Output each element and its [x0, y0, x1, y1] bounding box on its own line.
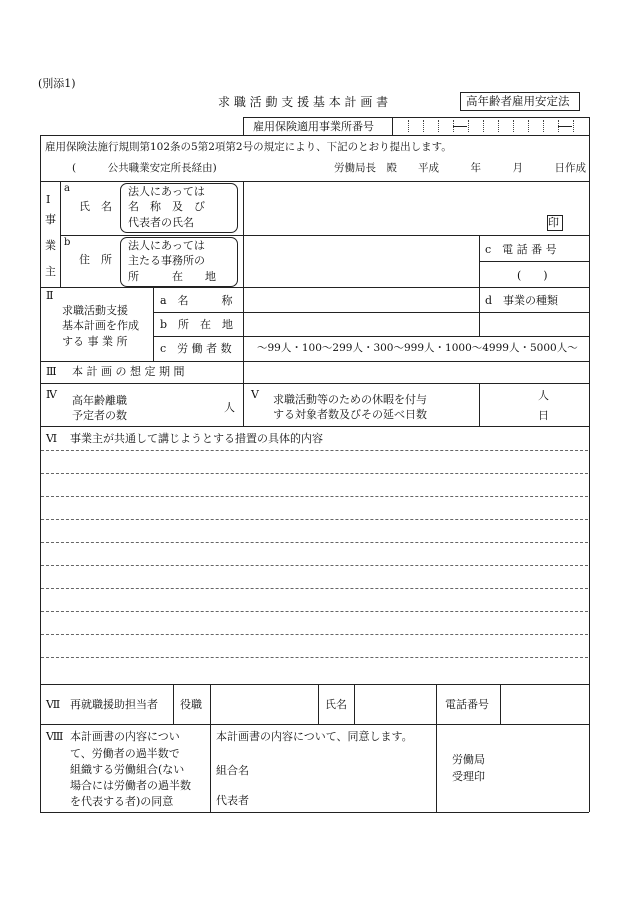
s7-label: 再就職援助担当者: [70, 698, 158, 711]
section-1-vert-1: 事: [45, 213, 56, 226]
contact-phone-field[interactable]: [501, 685, 588, 723]
s7-name-label: 氏名: [325, 698, 347, 711]
receipt-stamp-area: [437, 725, 588, 811]
intro-text: 雇用保険法施行規則第102条の5第2項第2号の規定により、下記のとおり提出します。: [45, 141, 452, 153]
name-note-1: 法人にあっては: [128, 185, 205, 198]
s2-b-label: b 所 在 地: [160, 318, 234, 331]
receipt-stamp-label-2: 受理印: [452, 770, 485, 783]
workers-options[interactable]: 〜99人・100〜299人・300〜999人・1000〜4999人・5000人〜: [257, 342, 578, 354]
law-box-label: 高年齢者雇用安定法: [466, 94, 570, 108]
s2-c-label: c 労 働 者 数: [160, 342, 232, 355]
s2-label-1: 求職活動支援: [62, 304, 128, 317]
s1-a-mark: a: [64, 183, 70, 194]
address-label: 住 所: [79, 253, 112, 266]
s7-phone-label: 電話番号: [445, 698, 489, 711]
s8-left-3: 組織する労働組合(ない: [70, 763, 185, 776]
establishment-name-field[interactable]: [244, 288, 478, 311]
via-text: ( 公共職業安定所長経由): [72, 162, 217, 174]
section-4-num: Ⅳ: [46, 388, 57, 401]
retiree-count-field[interactable]: [170, 384, 220, 425]
office-number-label: 雇用保険適用事業所番号: [253, 120, 374, 133]
measures-textarea[interactable]: [41, 450, 588, 684]
union-name-field[interactable]: [258, 758, 428, 780]
s5-unit-days: 日: [538, 409, 549, 422]
contact-name-field[interactable]: [355, 685, 435, 723]
section-2-num: Ⅱ: [46, 289, 54, 302]
s8-rep-label: 代表者: [216, 794, 249, 807]
address-note-2: 主たる事務所の: [128, 254, 205, 267]
representative-field[interactable]: [258, 787, 428, 809]
name-label: 氏 名: [79, 200, 112, 213]
office-number-field[interactable]: [393, 118, 588, 134]
phone-label: c 電 話 番 号: [485, 243, 557, 256]
phone-field[interactable]: ( ): [517, 269, 548, 282]
s8-left-2: て、労働者の過半数で: [70, 747, 180, 760]
s5-label-1: 求職活動等のための休暇を付与: [273, 393, 427, 406]
address-note-1: 法人にあっては: [128, 239, 205, 252]
page-title: 求 職 活 動 支 援 基 本 計 画 書: [218, 95, 389, 109]
s5-label-2: する対象者数及びその延べ日数: [273, 408, 427, 421]
establishment-address-field[interactable]: [244, 313, 478, 335]
receipt-stamp-label-1: 労働局: [452, 753, 485, 766]
s8-left-5: を代表する者)の同意: [70, 795, 174, 808]
section-3-num: Ⅲ: [46, 365, 57, 378]
section-8-num: Ⅷ: [46, 730, 64, 743]
s4-unit: 人: [224, 401, 235, 414]
contact-role-field[interactable]: [211, 685, 317, 723]
s7-role-label: 役職: [180, 698, 202, 711]
section-1-vert-2: 業: [45, 239, 56, 252]
section-5-num: Ⅴ: [251, 388, 259, 401]
s2-a-label: a 名 称: [160, 294, 233, 307]
leave-count-field[interactable]: [480, 384, 535, 425]
name-note-2: 名 称 及 び: [128, 200, 205, 213]
section-6-num: Ⅵ: [46, 432, 58, 445]
section-7-num: Ⅶ: [46, 698, 61, 711]
name-note-3: 代表者の氏名: [128, 216, 194, 229]
s8-left-4: 場合には労働者の過半数: [70, 779, 191, 792]
business-type-field[interactable]: [480, 312, 588, 335]
s3-label: 本 計 画 の 想 定 期 間: [72, 365, 185, 378]
s4-label-2: 予定者の数: [72, 409, 127, 422]
s2-label-2: 基本計画を作成: [62, 319, 139, 332]
s2-d-label: d 事業の種類: [485, 294, 559, 307]
employer-name-field[interactable]: [244, 182, 588, 234]
attachment-label: (別添1): [38, 77, 76, 90]
s1-b-mark: b: [64, 237, 71, 248]
s4-label-1: 高年齢離職: [72, 394, 127, 407]
s6-label: 事業主が共通して講じようとする措置の具体的内容: [70, 432, 323, 445]
section-1-num: Ⅰ: [46, 193, 51, 206]
seal-mark-label: 印: [548, 216, 559, 229]
address-note-3: 所 在 地: [128, 270, 216, 283]
s8-left-1: 本計画書の内容につい: [70, 730, 180, 743]
s8-consent-text: 本計画書の内容について、同意します。: [216, 730, 413, 743]
plan-period-field[interactable]: [244, 362, 588, 382]
s2-label-3: する 事 業 所: [62, 335, 128, 348]
s8-union-label: 組合名: [216, 764, 249, 777]
s5-unit-persons: 人: [538, 389, 549, 402]
section-1-vert-3: 主: [45, 265, 56, 278]
addressee-date: 労働局長 殿 平成 年 月 日作成: [334, 162, 586, 174]
employer-address-field[interactable]: [244, 236, 478, 286]
